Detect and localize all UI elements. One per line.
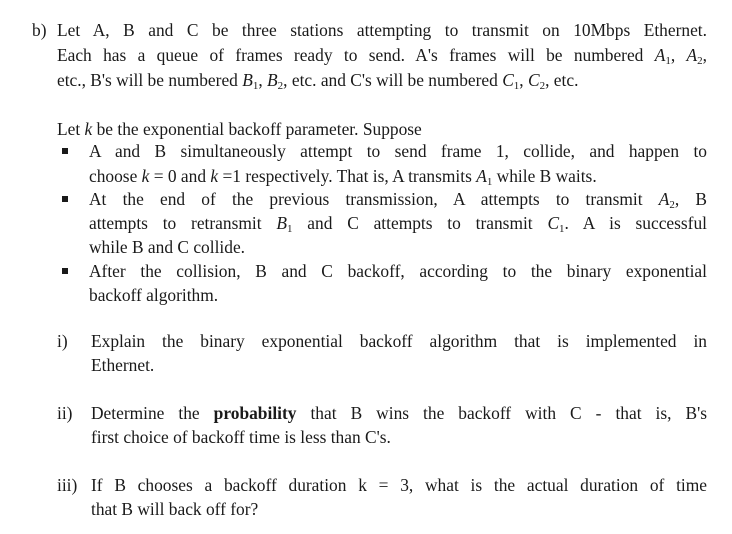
subquestion-iii-line-2: that B will back off for? [91, 499, 259, 519]
subquestion-i-line-1: Explain the binary exponential backoff algorithm that is implemented in [91, 331, 707, 351]
bullet-3-line-2: backoff algorithm. [89, 285, 219, 305]
bullet-2-line-3: while B and C collide. [89, 237, 246, 257]
bullet-2-line-1: At the end of the previous transmission, A attempts to transmit $A_2$, B [89, 189, 708, 211]
bullet-marker [62, 196, 68, 202]
subquestion-iii-line-1: If B chooses a backoff duration k = 3, what is the actual duration of time [91, 475, 707, 495]
subquestion-i-label: i) [57, 331, 68, 351]
bullet-marker [62, 148, 68, 154]
suppose-line: Let k be the exponential backoff parameter. Suppose [57, 119, 422, 139]
bullet-1-line-1: A and B simultaneously attempt to send frame 1, collide, and happen to [89, 141, 707, 161]
subquestion-i-line-2: Ethernet. [91, 355, 155, 375]
intro-line-2: Each has a queue of frames ready to send. A's frames will be numbered $A_1$, $A_2$, [57, 45, 707, 67]
subquestion-iii-label: iii) [57, 475, 78, 495]
bullet-2-line-2: attempts to retransmit $B_1$ and C attempts to transmit $C_1$. A is successful [89, 213, 708, 235]
subquestion-ii-label: ii) [57, 403, 73, 423]
bullet-marker [62, 268, 68, 274]
intro-line-3: etc., B's will be numbered $B_1$, $B_2$, etc. and C's will be numbered $C_1$, $C_2$, etc. [57, 70, 579, 92]
bullet-3-line-1: After the collision, B and C backoff, according to the binary exponential [89, 261, 707, 281]
subquestion-ii-line-2: first choice of backoff time is less than C's. [91, 427, 391, 447]
bullet-1-line-2: choose k = 0 and k =1 respectively. That is, A transmits $A_1$ while B waits. [89, 166, 597, 188]
intro-line-1: Let A, B and C be three stations attempting to transmit on 10Mbps Ethernet. [57, 20, 707, 40]
subquestion-ii-line-1: Determine the probability that B wins the backoff with C - that is, B's [91, 403, 707, 423]
question-label: b) [32, 20, 47, 40]
